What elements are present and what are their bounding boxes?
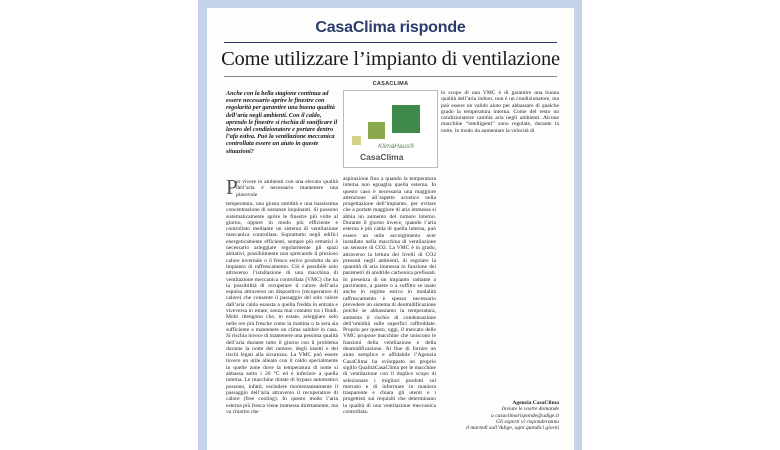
footer-note-1: Inviate le vostre domande [501,406,559,413]
article-title: Come utilizzare l’impianto di ventilazione [221,48,560,70]
footer-note-2: a casaclimarisponde@adige.it [491,412,559,419]
col3-text: lo scopo di una VMC è di garantire una buona qualità dell’aria indoor, non è un condizionatore, ma può essere un valido aiuto per abbassare di qualche grado la temperatura interna. Come del resto un condizionatore cambia aria negli ambienti. Alcune macchine “intelligenti” sono regolate, durante la notte, in modo da aumentare la velocità di [441,90,559,134]
body-column-1-first-lines [226,175,338,199]
logo-square-large [392,105,420,133]
lead-text: Anche con la bella stagione continua ad essere necessario aprire le finestre con regolarità per garantire una buona qualità dell’aria negli ambienti. Con il caldo, aprendo le finestre si rischia di vanificare il lavoro del condizionatore e portare dentro l’afa estiva. Può la ventilazione meccanica controllata essere un aiuto in queste situazioni? [226,90,338,155]
logo-square-small [352,136,361,145]
col2-text: aspirazione fino a quando la temperatura interna non eguaglia quella esterna. In questo caso è necessaria una maggiore attenzione all’aspetto acustico nella progettazione dell’impianto, per evitare che a portate maggiore di aria immessa si abbia un aumento del rumore interno. Durante il giorno invece, quando l’aria esterna è più calda di quella interna, può essere un utile accorgimento aver installato nella macchina di ventilazione un sensore di CO2. La VMC è in grado, attraverso la lettura dei livelli di CO2 presenti negli ambienti, di regolare la quantità di aria immessa in funzione dei parametri di anidride carbonica prefissati. In presenza di un impianto radiante a pavimento, a parete o a soffitto se usato anche in regime estivo in modalità raffrescamento è spesso necessario prevedere un sistema di deumidificazione poiché se abbassiamo la temperatura, aumenta il rischio di condensazione dell’umidità sulle superfici raffreddate. Proprio per questo, oggi, il mercato delle VMC propone macchine che uniscono le funzioni della ventilazione e della deumidificazione. Al fine di fornire un aiuto semplice e affidabile l’Agenzia CasaClima ha sviluppato un proprio sigillo QualitàCasaClima per le macchine di ventilazione con il duplice scopo di selezionare i migliori prodotti sul mercato e di informare in maniera trasparente e chiara gli utenti e i progettisti sui requisiti che determinano la qualità di una ventilazione meccanica controllata. [343,176,436,415]
col1-first-text: er vivere in ambienti con una elevata qualità dell’aria è necessario mantenere una piacevole [236,179,338,198]
casaclima-logo [343,90,438,168]
signature: Agenzia CasaClima [512,400,559,406]
body-column-2 [343,176,436,415]
header-rule [224,42,557,43]
article-lead [226,90,338,155]
drop-cap: P [226,175,238,199]
col1-text: temperatura, una giusta umidità e una bassissima concentrazione di sostanze inquinanti. Si possono sistematicamente aprire le finestre più volte al giorno, oppure in modo più efficiente e controllato mediante un sistema di ventilazione meccanica controllata. Soprattutto negli edifici energeticamente efficienti, sempre più ermetici è necessario arieggiare regolarmente gli spazi abitativi, possibilmente non sprecando il prezioso calore invernale o il fresco estivo prodotto da un impianto di raffrescamento. Ciò è possibile solo attraverso l’istallazione di una macchina di ventilazione meccanica controllata (VMC) che ha la possibilità di recuperare il calore dell’aria espulsa attraverso un dispositivo (recuperatore di calore) che consente il passaggio del solo calore dall’aria calda esausta a quella fredda in entrata e viceversa in estate, senza mai contatto tra i fluidi. Molti ritengono che, in estate, arieggiare solo nelle ore più fresche come la mattina o la sera sia sufficiente a mantenere un clima salubre in casa. Si rischia invece di mantenere una pessima qualità dell’aria durante tutto il giorno con il problema durante la notte del rumore, degli insetti e dei rischi legati alla sicurezza. La VMC può essere invece un utile alleato con il caldo specialmente in quelle zone dove la temperatura di notte si abbassa sotto i 20 °C ed è inferiore a quella interna. Le macchine dotate di bypass automatico possono, infatti, escludere momentaneamente il passaggio dell’aria attraverso il recuperatore di calore (free cooling). In questo modo l’aria esterna più fresca viene immessa direttamente, ma va chiarito che [226,201,338,415]
logo-square-medium [368,122,385,139]
newspaper-page [207,8,574,450]
article-byline: CASACLIMA [372,81,409,87]
logo-klimahaus-text: KlimaHaus® [378,143,415,150]
footer-note-3: Gli esperti vi risponderanno [495,418,559,425]
footer-note-4: il martedì sull’Adige, ogni quindici giorni [465,425,559,432]
body-column-1 [226,201,338,415]
body-column-3 [441,90,559,134]
logo-casaclima-text: CasaClima [360,152,404,162]
title-rule [224,76,557,77]
signature-block [441,400,559,431]
section-header: CasaClima risponde [315,19,466,36]
